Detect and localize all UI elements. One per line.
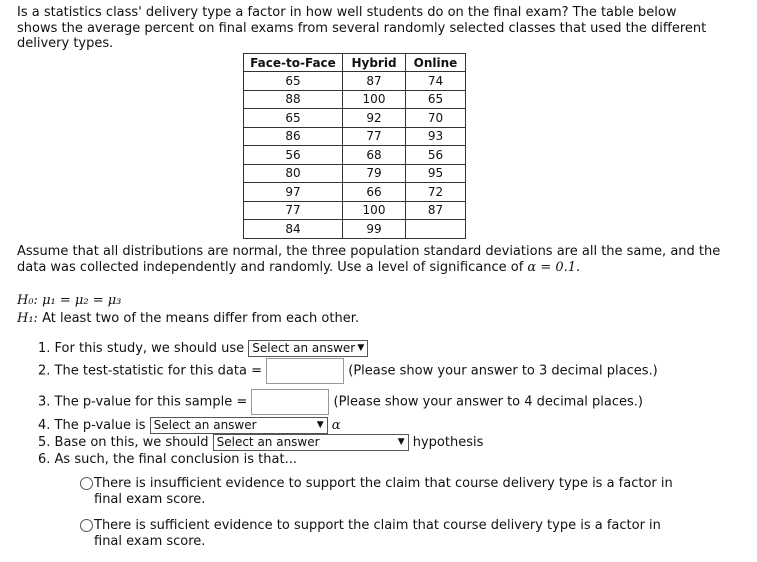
table-cell: 99 bbox=[343, 220, 406, 239]
table-cell: 56 bbox=[406, 146, 466, 165]
q3-text: 3. The p-value for this sample = bbox=[38, 394, 248, 410]
option-text: There is sufficient evidence to support the claim that course delivery type is a factor in final exam score. bbox=[94, 518, 661, 549]
table-cell: 86 bbox=[244, 127, 343, 146]
table-row bbox=[244, 127, 466, 146]
header-hybrid: Hybrid bbox=[343, 54, 406, 72]
table-cell: 80 bbox=[244, 164, 343, 183]
header-face-to-face: Face-to-Face bbox=[244, 54, 343, 72]
table-row bbox=[244, 72, 466, 91]
null-hypothesis bbox=[17, 293, 121, 308]
table-cell: 92 bbox=[343, 109, 406, 128]
table-cell: 77 bbox=[343, 127, 406, 146]
table-cell: 88 bbox=[244, 90, 343, 109]
table-row bbox=[244, 146, 466, 165]
h1-label: H₁: bbox=[17, 311, 38, 326]
q3-hint: (Please show your answer to 4 decimal places.) bbox=[333, 394, 644, 410]
q4-select-label: Select an answer bbox=[153, 418, 257, 432]
radio-button[interactable] bbox=[80, 519, 93, 532]
q5-select-label: Select an answer bbox=[216, 435, 320, 449]
hypothesis-decision-select[interactable] bbox=[213, 434, 409, 451]
exam-score-table bbox=[243, 53, 466, 239]
table-cell: 95 bbox=[406, 164, 466, 183]
q2-hint: (Please show your answer to 3 decimal places.) bbox=[348, 363, 658, 379]
chevron-down-icon: ▼ bbox=[397, 437, 405, 447]
conclusion-option-sufficient[interactable] bbox=[80, 518, 680, 550]
alpha-value: α = 0.1. bbox=[527, 259, 581, 275]
assumptions-paragraph bbox=[17, 244, 737, 275]
table-row bbox=[244, 201, 466, 220]
header-online: Online bbox=[406, 54, 466, 72]
radio-button[interactable] bbox=[80, 477, 93, 490]
table-cell: 79 bbox=[343, 164, 406, 183]
table-cell: 77 bbox=[244, 201, 343, 220]
q5-after-text: hypothesis bbox=[412, 435, 484, 450]
table-cell: 97 bbox=[244, 183, 343, 202]
table-row bbox=[244, 164, 466, 183]
table-cell: 87 bbox=[343, 72, 406, 91]
q4-text: 4. The p-value is bbox=[38, 418, 146, 433]
test-statistic-input[interactable] bbox=[266, 358, 344, 384]
table-row bbox=[244, 220, 466, 239]
conclusion-option-insufficient[interactable] bbox=[80, 476, 680, 508]
q2-text: 2. The test-statistic for this data = bbox=[38, 363, 262, 379]
p-value-comparison-select[interactable] bbox=[150, 417, 328, 434]
table-cell: 66 bbox=[343, 183, 406, 202]
table-cell bbox=[406, 220, 466, 239]
question-3 bbox=[38, 389, 643, 415]
alternative-hypothesis bbox=[17, 311, 359, 326]
question-6 bbox=[38, 452, 297, 467]
question-5 bbox=[38, 434, 483, 451]
table-cell: 68 bbox=[343, 146, 406, 165]
table-row bbox=[244, 109, 466, 128]
question-4 bbox=[38, 417, 341, 434]
assumptions-text: Assume that all distributions are normal, the three population standard deviations are all the same, and the data was collected independently and randomly. Use a level of significance of bbox=[17, 244, 721, 275]
chevron-down-icon: ▼ bbox=[357, 343, 365, 353]
table-row bbox=[244, 90, 466, 109]
h0-label: H₀: bbox=[17, 293, 38, 308]
intro-paragraph: Is a statistics class' delivery type a factor in how well students do on the final exam? The table below shows the average percent on final exams from several randomly selected classes that used the different delivery types. bbox=[17, 5, 707, 51]
table-cell: 70 bbox=[406, 109, 466, 128]
q6-text: 6. As such, the final conclusion is that... bbox=[38, 452, 297, 467]
table-cell: 100 bbox=[343, 90, 406, 109]
test-type-select[interactable] bbox=[248, 340, 368, 357]
table-cell: 56 bbox=[244, 146, 343, 165]
h1-text: At least two of the means differ from each other. bbox=[42, 311, 360, 326]
table-row bbox=[244, 183, 466, 202]
p-value-input[interactable] bbox=[251, 389, 329, 415]
h0-expression: μ₁ = μ₂ = μ₃ bbox=[42, 293, 122, 308]
table-cell: 84 bbox=[244, 220, 343, 239]
table-cell: 87 bbox=[406, 201, 466, 220]
table-cell: 65 bbox=[406, 90, 466, 109]
q5-text: 5. Base on this, we should bbox=[38, 435, 209, 450]
question-2 bbox=[38, 358, 658, 384]
option-text: There is insufficient evidence to support the claim that course delivery type is a factor in final exam score. bbox=[94, 476, 673, 507]
chevron-down-icon: ▼ bbox=[316, 420, 324, 430]
table-cell: 72 bbox=[406, 183, 466, 202]
table-cell: 100 bbox=[343, 201, 406, 220]
table-cell: 74 bbox=[406, 72, 466, 91]
table-cell: 93 bbox=[406, 127, 466, 146]
q4-alpha: α bbox=[331, 418, 341, 433]
q1-select-label: Select an answer bbox=[252, 341, 356, 355]
question-1 bbox=[38, 340, 368, 357]
q1-text: 1. For this study, we should use bbox=[38, 341, 245, 356]
table-cell: 65 bbox=[244, 109, 343, 128]
table-cell: 65 bbox=[244, 72, 343, 91]
